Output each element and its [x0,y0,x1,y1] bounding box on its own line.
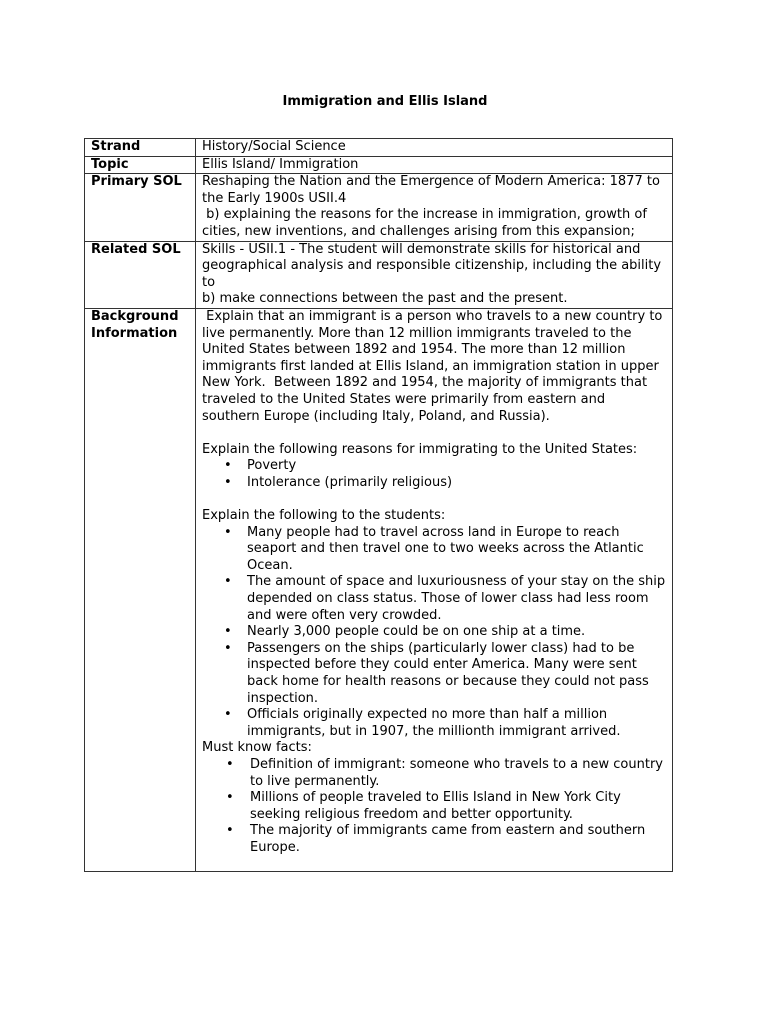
strand-value: History/Social Science [196,139,673,157]
table-row-related-sol [85,241,673,308]
related-sol-label: Related SOL [85,241,196,308]
primary-sol-standard: Reshaping the Nation and the Emergence of Modern America: 1877 to the Early 1900s USII.4 [202,174,660,206]
list-item [202,475,666,492]
list-item [202,641,666,707]
bullet-icon: • [226,790,234,806]
explain-list [202,525,666,741]
facts-list [202,757,666,857]
document-title: Immigration and Ellis Island [282,94,488,109]
list-item-text: Passengers on the ships (particularly lower class) had to be inspected before they could enter America. Many were sent back home for health reasons or because they could not pass inspection. [247,640,649,706]
list-item-text: Officials originally expected no more than half a million immigrants, but in 1907, the millionth immigrant arrived. [247,707,621,739]
list-item-text: Poverty [247,458,297,474]
primary-sol-objective: b) explaining the reasons for the increase in immigration, growth of cities, new inventions, and challenges arising from this expansion; [202,207,652,239]
paragraph-spacer [202,425,666,442]
list-item [202,790,666,823]
bullet-icon: • [224,574,232,590]
list-item-text: Many people had to travel across land in Europe to reach seaport and then travel one to two weeks across the Atlantic Ocean. [247,524,644,573]
primary-sol-label: Primary SOL [85,174,196,241]
list-item-text: Intolerance (primarily religious) [247,474,453,490]
list-item-text: Millions of people traveled to Ellis Island in New York City seeking religious freedom and better opportunity. [250,790,621,822]
list-item [202,574,666,624]
table-row-primary-sol [85,174,673,241]
list-item [202,624,666,641]
primary-sol-value [196,174,673,241]
list-item-text: Nearly 3,000 people could be on one ship at a time. [247,624,586,640]
explain-intro: Explain the following to the students: [202,508,446,524]
facts-intro: Must know facts: [202,740,312,756]
lesson-info-table [84,138,673,872]
reasons-intro: Explain the following reasons for immigrating to the United States: [202,441,638,457]
list-item [202,823,666,856]
topic-label: Topic [85,156,196,174]
bullet-icon: • [224,458,232,474]
strand-label: Strand [85,139,196,157]
list-item [202,525,666,575]
list-item [202,757,666,790]
reasons-list [202,458,666,491]
bullet-icon: • [224,640,232,656]
table-row-background [85,308,673,871]
related-sol-skills: Skills - USII.1 - The student will demonstrate skills for historical and geographical analysis and responsible citizenship, including the ability to [202,241,662,290]
background-value [196,308,673,871]
related-sol-objective: b) make connections between the past and the present. [202,291,568,307]
list-item-text: Definition of immigrant: someone who travels to a new country to live permanently. [250,756,663,789]
background-intro: Explain that an immigrant is a person who travels to a new country to live permanently. More than 12 million immigrants traveled to the United States between 1892 and 1954. The more than 12 million immigrants first landed at Ellis Island, an immigration station in upper New York. Between 1892 and 1954, the majority of immigrants that traveled to the United States were primarily from eastern and southern Europe (including Italy, Poland, and Russia). [202,308,667,424]
background-label: Background Information [85,308,196,871]
related-sol-value [196,241,673,308]
topic-value: Ellis Island/ Immigration [196,156,673,174]
table-row-topic [85,156,673,174]
list-item-text: The majority of immigrants came from eastern and southern Europe. [250,823,646,855]
bullet-icon: • [224,624,232,640]
bullet-icon: • [224,707,232,723]
table-row-strand [85,139,673,157]
bullet-icon: • [226,823,234,839]
bullet-icon: • [226,756,234,772]
list-item [202,707,666,740]
list-item-text: The amount of space and luxuriousness of your stay on the ship depended on class status. Those of lower class had less room and were often very crowded. [247,574,666,623]
bullet-icon: • [224,474,232,490]
paragraph-spacer [202,491,666,508]
list-item [202,458,666,475]
bullet-icon: • [224,524,232,540]
